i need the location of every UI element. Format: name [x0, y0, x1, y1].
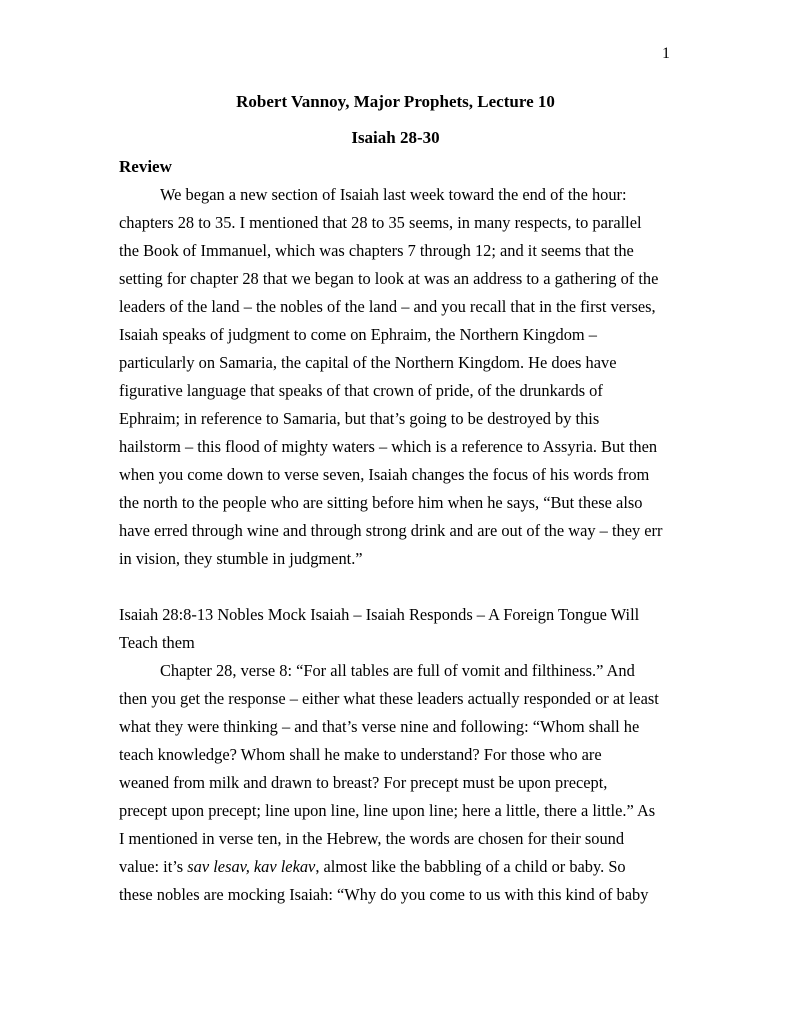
section2-heading-line: Isaiah 28:8-13 Nobles Mock Isaiah – Isaiah Responds – A Foreign Tongue Will [119, 605, 640, 624]
section2-line-text: value: it’s [119, 857, 188, 876]
page-number: 1 [662, 45, 670, 62]
review-line: Ephraim; in reference to Samaria, but that’s going to be destroyed by this [119, 409, 600, 428]
section2-line: precept upon precept; line upon line, line upon line; here a little, there a little.” As [119, 801, 656, 820]
review-line: the Book of Immanuel, which was chapters 7 through 12; and it seems that the [119, 241, 634, 260]
review-line: setting for chapter 28 that we began to look at was an address to a gathering of the [119, 269, 659, 288]
review-line: have erred through wine and through strong drink and are out of the way – they err [119, 521, 663, 540]
section2-line-text: , almost like the babbling of a child or baby. So [315, 857, 626, 876]
section2-line: I mentioned in verse ten, in the Hebrew, the words are chosen for their sound [119, 829, 625, 848]
section2-line: what they were thinking – and that’s verse nine and following: “Whom shall he [119, 717, 640, 736]
review-line: Isaiah speaks of judgment to come on Ephraim, the Northern Kingdom – [119, 325, 597, 344]
section2-line: weaned from milk and drawn to breast? For precept must be upon precept, [119, 773, 608, 792]
section2-line: teach knowledge? Whom shall he make to understand? For those who are [119, 745, 602, 764]
section2-line: these nobles are mocking Isaiah: “Why do you come to us with this kind of baby [119, 885, 649, 904]
review-line: the north to the people who are sitting before him when he says, “But these also [119, 493, 643, 512]
hebrew-transliteration: sav lesav, kav lekav [187, 857, 316, 876]
section2-heading-line: Teach them [119, 633, 195, 652]
review-line: in vision, they stumble in judgment.” [119, 549, 363, 568]
review-line: We began a new section of Isaiah last week toward the end of the hour: [160, 185, 627, 204]
section2-line: then you get the response – either what these leaders actually responded or at least [119, 689, 659, 708]
review-line: when you come down to verse seven, Isaiah changes the focus of his words from [119, 465, 650, 484]
review-heading: Review [119, 157, 172, 176]
document-subtitle: Isaiah 28-30 [351, 128, 440, 147]
review-line: figurative language that speaks of that crown of pride, of the drunkards of [119, 381, 603, 400]
document-title: Robert Vannoy, Major Prophets, Lecture 10 [236, 92, 555, 111]
section2-line [119, 857, 626, 877]
review-line: hailstorm – this flood of mighty waters – which is a reference to Assyria. But then [119, 437, 658, 456]
review-line: leaders of the land – the nobles of the land – and you recall that in the first verses, [119, 297, 656, 316]
section2-line: Chapter 28, verse 8: “For all tables are full of vomit and filthiness.” And [160, 661, 635, 680]
review-line: chapters 28 to 35. I mentioned that 28 to 35 seems, in many respects, to parallel [119, 213, 642, 232]
review-line: particularly on Samaria, the capital of the Northern Kingdom. He does have [119, 353, 617, 372]
